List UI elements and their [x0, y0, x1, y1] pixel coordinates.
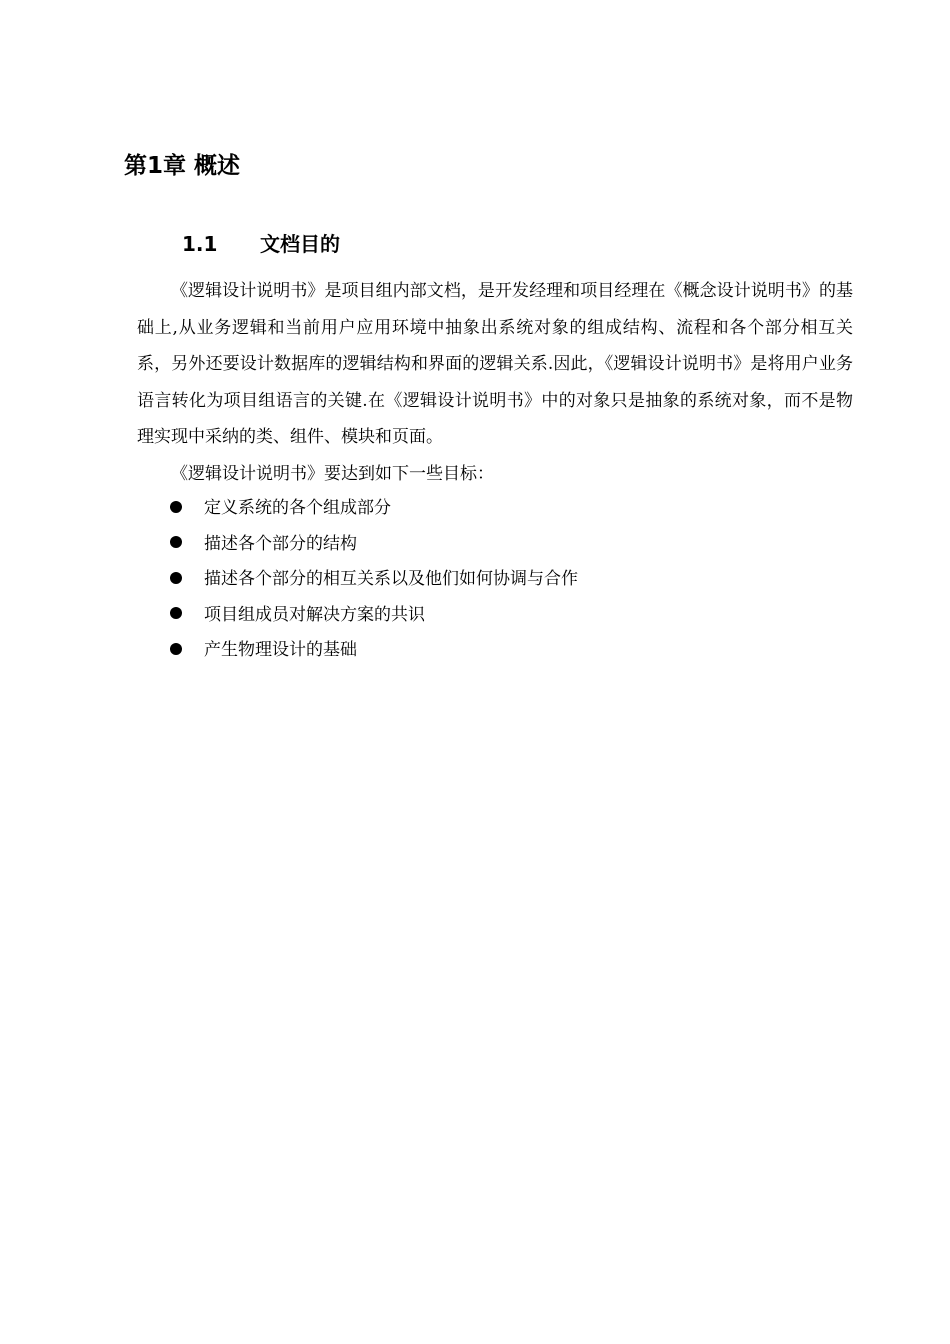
list-item	[166, 527, 578, 563]
list-item	[166, 491, 578, 527]
goal-text: 产生物理设计的基础	[204, 640, 357, 660]
list-item	[166, 598, 578, 634]
chapter-title: 第1章 概述	[124, 153, 241, 179]
purpose-paragraph: 《逻辑设计说明书》是项目组内部文档，是开发经理和项目经理在《概念设计说明书》的基础上,从业务逻辑和当前用户应用环境中抽象出系统对象的组成结构、流程和各个部分相互关系，另外还要设计数据库的逻辑结构和界面的逻辑关系.因此，《逻辑设计说明书》是将用户业务语言转化为项目组语言的关键.在《逻辑设计说明书》中的对象只是抽象的系统对象，而不是物理实现中采纳的类、组件、模块和页面。	[137, 281, 853, 447]
section-heading	[182, 227, 340, 261]
bullet-icon	[170, 643, 182, 655]
goal-text: 项目组成员对解决方案的共识	[204, 604, 425, 625]
goal-text: 描述各个部分的结构	[204, 533, 357, 554]
goals-intro-paragraph: 《逻辑设计说明书》要达到如下一些目标：	[171, 464, 494, 484]
bullet-icon	[170, 501, 182, 513]
list-item	[166, 562, 578, 598]
goals-list	[166, 491, 578, 669]
bullet-icon	[170, 536, 182, 548]
goal-text: 描述各个部分的相互关系以及他们如何协调与合作	[204, 569, 578, 589]
section-title: 文档目的	[260, 232, 340, 256]
goal-text: 定义系统的各个组成部分	[204, 498, 391, 518]
section-number: 1.1	[182, 232, 218, 256]
bullet-icon	[170, 572, 182, 584]
bullet-icon	[170, 607, 182, 619]
list-item	[166, 633, 578, 669]
